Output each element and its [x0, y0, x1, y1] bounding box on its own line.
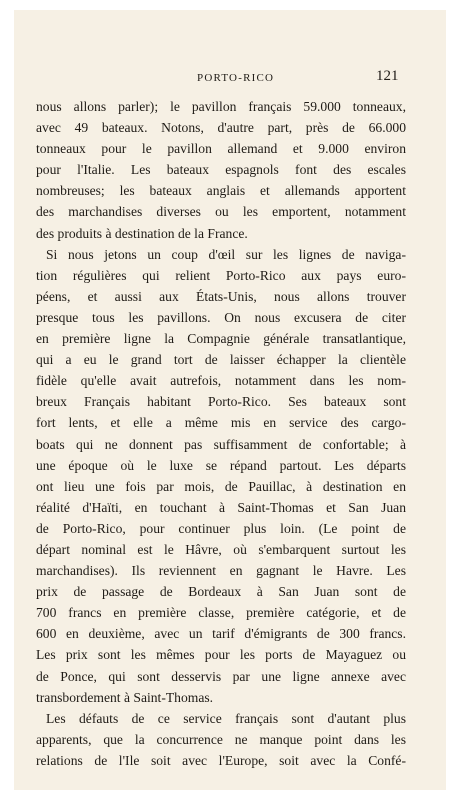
text-line: des produits à destination de la France.	[36, 225, 248, 241]
page-body	[36, 96, 406, 771]
text-line: une époque où le luxe se répand partout. Les départs	[36, 457, 406, 473]
book-page	[14, 10, 446, 790]
text-line: tion régulières qui relient Porto-Rico aux pays euro-	[36, 267, 406, 283]
text-line: apparents, que la concurrence ne manque point dans les	[36, 731, 406, 747]
text-line: prix de passage de Bordeaux à San Juan sont de	[36, 584, 406, 600]
text-line: départ nominal est le Hâvre, où s'embarquent surtout les	[36, 541, 406, 557]
text-line: breux Français habitant Porto-Rico. Ses bateaux sont	[36, 394, 406, 410]
text-line: Les prix sont les mêmes pour les ports de Mayaguez ou	[36, 647, 406, 663]
text-line: de Ponce, qui sont desservis par une ligne annexe avec	[36, 668, 406, 684]
text-line: marchandises). Ils reviennent en gagnant le Havre. Les	[36, 563, 406, 579]
text-line: ont lieu une fois par mois, de Pauillac, à destination en	[36, 478, 406, 494]
paragraph	[36, 96, 406, 244]
text-line: Si nous jetons un coup d'œil sur les lignes de naviga-	[46, 246, 406, 262]
text-line: Les défauts de ce service français sont d'autant plus	[46, 710, 406, 726]
text-line: 700 francs en première classe, première catégorie, et de	[36, 605, 406, 621]
text-line: réalité d'Haïti, en touchant à Saint-Thomas et San Juan	[36, 499, 406, 515]
text-line: des marchandises diverses ou les emportent, notamment	[36, 204, 406, 220]
text-line: nombreuses; les bateaux anglais et allemands apportent	[36, 183, 406, 199]
text-line: nous allons parler); le pavillon français 59.000 tonneaux,	[36, 99, 406, 114]
text-line: presque tous les pavillons. On nous excusera de citer	[36, 309, 406, 325]
text-line: fidèle qu'elle avait autrefois, notamment dans les nom-	[36, 373, 406, 389]
paragraph	[36, 708, 406, 771]
text-line: en première ligne la Compagnie générale transatlantique,	[36, 331, 406, 347]
text-line: transbordement à Saint-Thomas.	[36, 689, 214, 705]
text-line: de Porto-Rico, pour continuer plus loin. (Le point de	[36, 520, 406, 536]
page-number: 121	[376, 68, 399, 84]
page-header	[14, 68, 446, 88]
text-line: péens, et aussi aux États-Unis, nous allons trouver	[36, 288, 406, 304]
paragraph	[36, 244, 406, 708]
text-line: pour l'Italie. Les bateaux espagnols font des escales	[36, 162, 406, 178]
text-line: avec 49 bateaux. Notons, d'autre part, près de 66.000	[36, 120, 406, 136]
text-line: fort lents, et elle a même mis en service des cargo-	[36, 415, 406, 431]
text-line: boats qui ne donnent pas suffisamment de confortable; à	[36, 436, 406, 452]
text-line: relations de l'Ile soit avec l'Europe, soit avec la Confé-	[36, 752, 406, 768]
text-line: tonneaux pour le pavillon allemand et 9.000 environ	[36, 141, 406, 157]
text-line: qui a eu le grand tort de laisser échapper la clientèle	[36, 352, 406, 368]
running-title: PORTO-RICO	[197, 72, 275, 84]
text-line: 600 en deuxième, avec un tarif d'émigrants de 300 francs.	[36, 626, 406, 642]
